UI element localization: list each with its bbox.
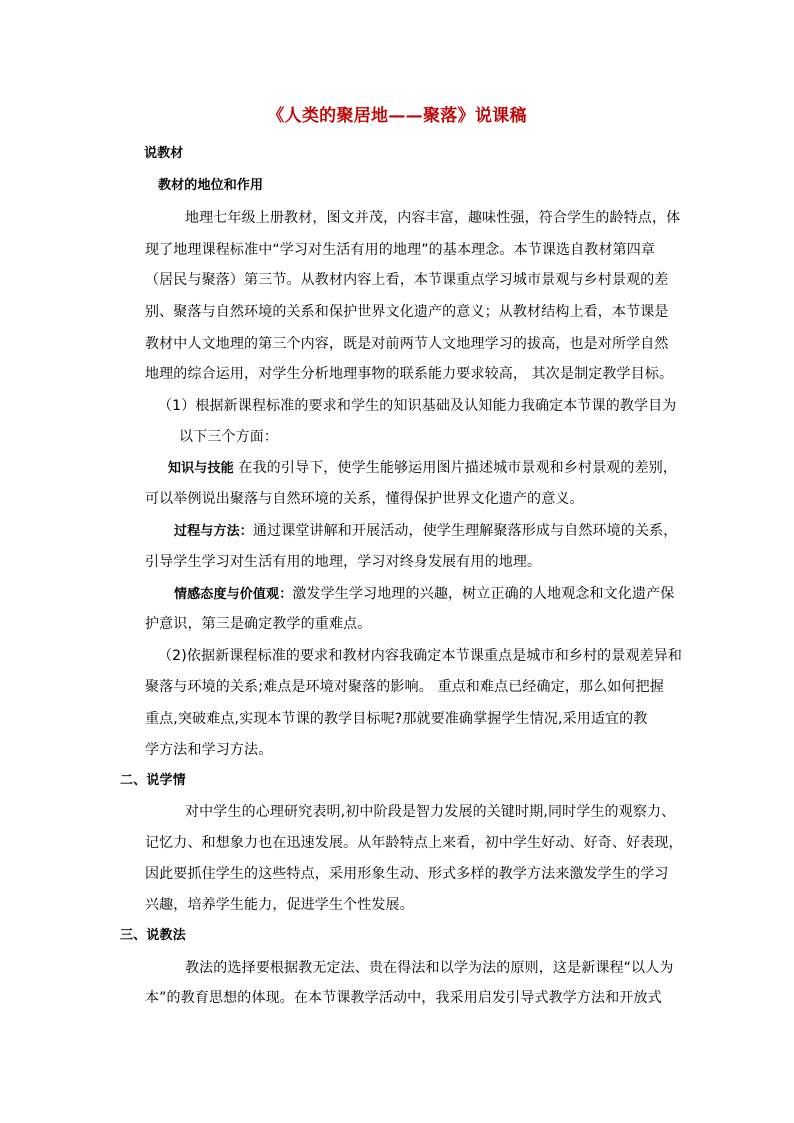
page-title: 《人类的聚居地——聚落》说课稿 <box>267 106 527 126</box>
paragraph-line: 记忆力、和想象力也在迅速发展。从年龄特点上来看，初中学生好动、好奇、好表现， <box>145 835 683 851</box>
section-heading-teaching-material: 说教材 <box>144 146 184 161</box>
goal-process-line <box>174 521 677 542</box>
paragraph-line: 教材中人文地理的第三个内容，既是对前两节人文地理学习的拔高，也是对所学自然 <box>145 336 669 352</box>
paragraph-line: （居民与聚落）第三节。从教材内容上看，本节课重点学习城市景观与乡村景观的差 <box>145 272 669 288</box>
paragraph-line: 地理七年级上册教材，图文并茂，内容丰富，趣味性强，符合学生的龄特点，体 <box>185 210 681 226</box>
section-heading-learning-situation: 二、说学情 <box>120 773 186 788</box>
paragraph-line: 学方法和学习方法。 <box>145 742 273 758</box>
subsection-heading: 教材的地位和作用 <box>158 178 264 193</box>
paragraph-line: 因此要抓住学生的这些特点，采用形象生动、形式多样的教学方法来激发学生的学习 <box>145 866 669 882</box>
paragraph-line: 对中学生的心理研究表明,初中阶段是智力发展的关键时期,同时学生的观察力、 <box>185 804 676 820</box>
section-heading-teaching-method: 三、说教法 <box>120 928 186 943</box>
goal-text: 在我的引导下，使学生能够运用图片描述城市景观和乡村景观的差别， <box>233 460 678 476</box>
paragraph-line: （2)依据新课程标准的要求和教材内容我确定本节课重点是城市和乡村的景观差异和 <box>158 648 683 664</box>
paragraph-line: 地理的综合运用，对学生分析地理事物的联系能力要求较高， 其次是制定教学目标。 <box>145 366 674 382</box>
goal-label: 过程与方法： <box>174 524 253 539</box>
paragraph-line: 别、聚落与自然环境的关系和保护世界文化遗产的意义；从教材结构上看，本节课是 <box>145 304 669 320</box>
goal-label: 情感态度与价值观： <box>174 587 293 602</box>
paragraph-line: 重点,突破难点,实现本节课的教学目标呢?那就要准确掌握学生情况,采用适宜的教 <box>145 711 648 727</box>
goal-text: 通过课堂讲解和开展活动，使学生理解聚落形成与自然环境的关系， <box>252 523 678 539</box>
paragraph-line: 兴趣，培养学生能力，促进学生个性发展。 <box>145 897 414 913</box>
paragraph-line: 可以举例说出聚落与自然环境的关系，懂得保护世界文化遗产的意义。 <box>145 491 584 507</box>
paragraph-line: 现了地理课程标准中“学习对生活有用的地理”的基本理念。本节课选自教材第四章 <box>145 242 656 258</box>
goal-knowledge-line <box>168 458 677 479</box>
paragraph-line: 聚落与环境的关系;难点是环境对聚落的影响。 重点和难点已经确定，那么如何把握 <box>145 679 664 695</box>
paragraph-line: （1）根据新课程标准的要求和学生的知识基础及认知能力我确定本节课的教学目为 <box>158 398 677 414</box>
goal-emotion-line <box>174 584 674 605</box>
paragraph-line: 引导学生学习对生活有用的地理，学习对终身发展有用的地理。 <box>145 554 542 570</box>
paragraph-line: 以下三个方面： <box>179 429 279 445</box>
goal-text: 激发学生学习地理的兴趣，树立正确的人地观念和文化遗产保 <box>292 586 675 602</box>
paragraph-line: 本”的教育思想的体现。在本节课教学活动中，我采用启发引导式教学方法和开放式 <box>145 990 662 1006</box>
goal-label: 知识与技能 <box>168 461 234 476</box>
paragraph-line: 教法的选择要根据教无定法、贵在得法和以学为法的原则，这是新课程“以人为 <box>185 960 674 976</box>
paragraph-line: 护意识，第三是确定教学的重难点。 <box>145 616 372 632</box>
